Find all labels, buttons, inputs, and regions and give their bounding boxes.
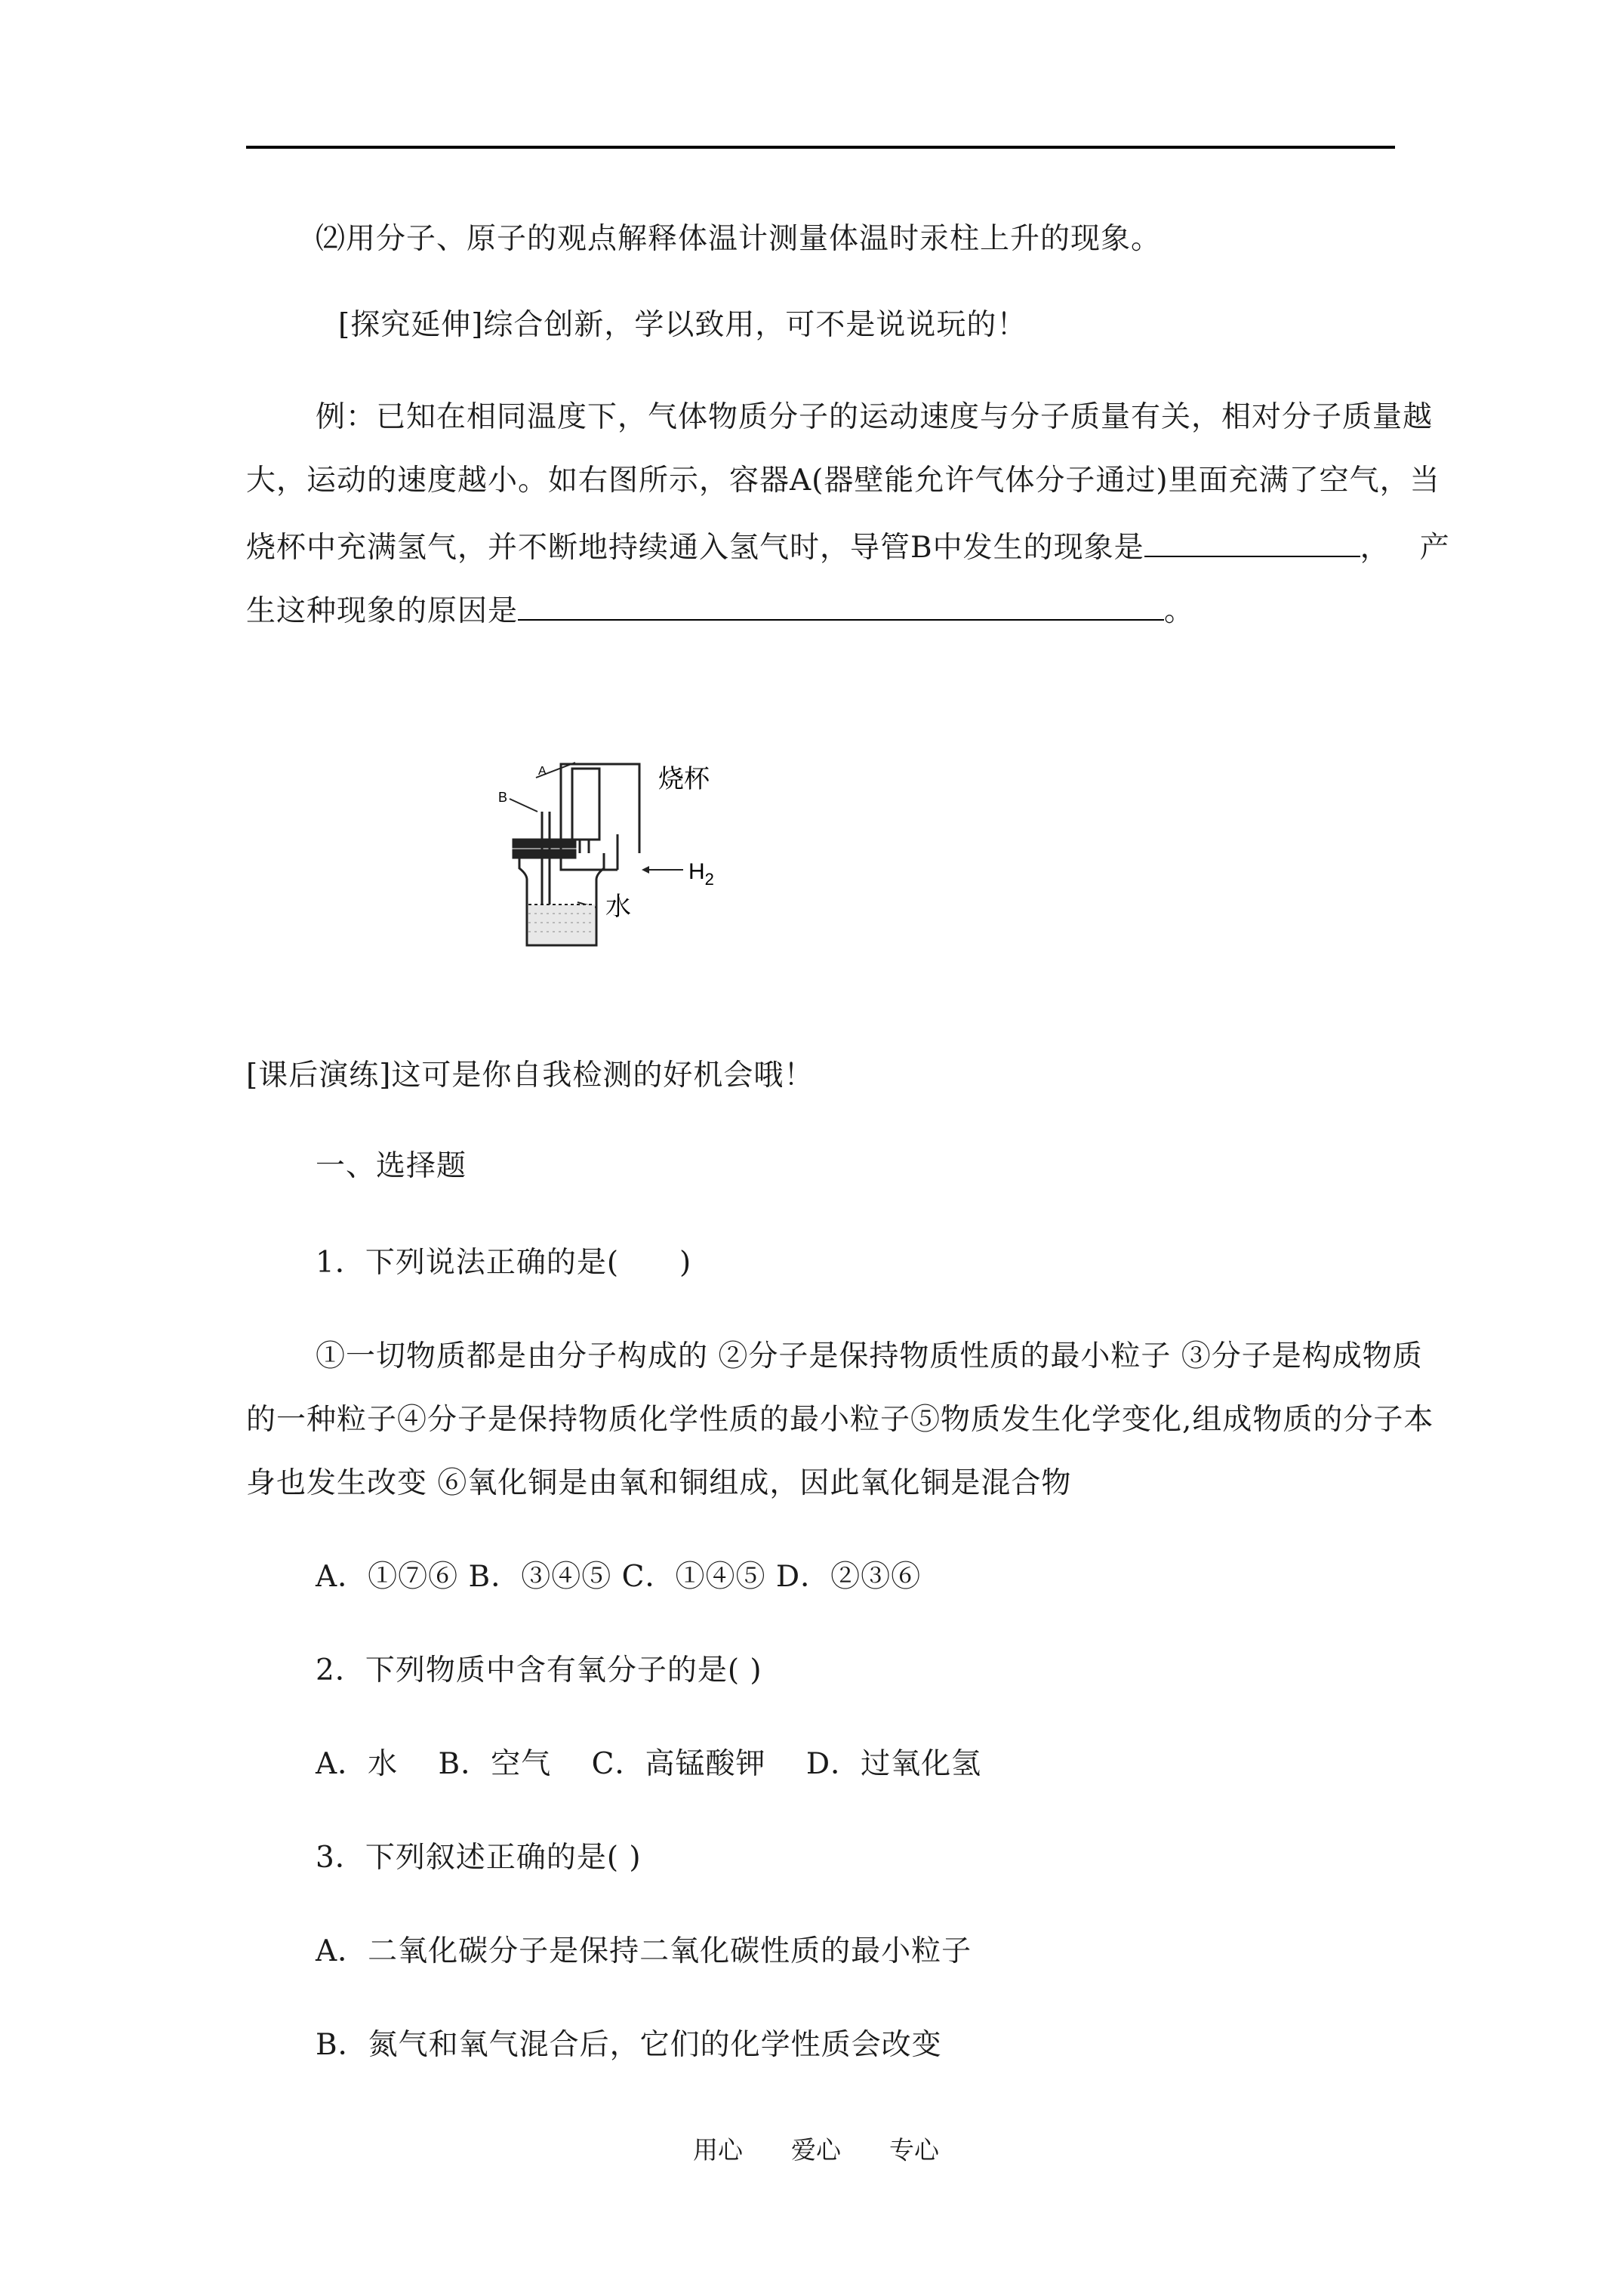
example-line-4-tail: 。	[1164, 594, 1195, 628]
example-line-2: 大，运动的速度越小。如右图所示，容器A(器壁能允许气体分子通过)里面充满了空气，当	[246, 464, 1440, 498]
stopper-bottom	[513, 850, 575, 858]
answer-blank-reason[interactable]	[518, 589, 1164, 621]
example-line-4-text: 生这种现象的原因是	[246, 594, 519, 628]
after-class-heading: [课后演练]这可是你自我检测的好机会哦！	[246, 1059, 815, 1093]
example-line-3	[246, 525, 1480, 567]
question-2-options: A．水 B．空气 C．高锰酸钾 D．过氧化氢	[316, 1747, 982, 1781]
h2-arrow-head	[642, 866, 649, 874]
question-part-2: ⑵用分子、原子的观点解释体温计测量体温时汞柱上升的现象。	[316, 222, 1162, 256]
leader-b	[510, 799, 537, 812]
question-1-options: A．①⑦⑥ B．③④⑤ C．①④⑤ D．②③⑥	[316, 1560, 922, 1594]
label-h2: $H_2$	[688, 859, 714, 889]
question-1-line-2: 的一种粒子④分子是保持物质化学性质的最小粒子⑤物质发生化学变化,组成物质的分子本	[246, 1403, 1434, 1437]
question-3-option-a: A．二氧化碳分子是保持二氧化碳性质的最小粒子	[316, 1934, 972, 1968]
header-rule	[246, 146, 1395, 149]
label-beaker: 烧杯	[658, 764, 710, 794]
example-line-4	[246, 589, 1194, 630]
footer-word-3: 专心	[889, 2135, 939, 2165]
stopper-top	[513, 840, 575, 847]
question-1-line-1: ①一切物质都是由分子构成的 ②分子是保持物质性质的最小粒子 ③分子是构成物质	[316, 1339, 1423, 1373]
question-3-stem: 3．下列叙述正确的是( )	[316, 1841, 642, 1875]
question-3-option-b: B．氮气和氧气混合后，它们的化学性质会改变	[316, 2028, 942, 2062]
explore-heading: [探究延伸]综合创新，学以致用，可不是说说玩的！	[338, 308, 1027, 342]
example-line-3-text: 烧杯中充满氢气，并不断地持续通入氢气时，导管B中发生的现象是	[246, 531, 1144, 565]
apparatus-figure	[483, 702, 778, 951]
footer-word-2: 爱心	[791, 2135, 841, 2165]
example-line-3-tail: ，产	[1360, 531, 1480, 565]
question-1-line-3: 身也发生改变 ⑥氧化铜是由氧和铜组成，因此氧化铜是混合物	[246, 1466, 1072, 1500]
label-a: A	[538, 765, 547, 778]
water-fill	[528, 905, 595, 944]
footer-word-1: 用心	[693, 2135, 743, 2165]
label-water: 水	[605, 892, 631, 922]
section-heading-choice: 一、选择题	[316, 1149, 467, 1183]
example-line-1: 例：已知在相同温度下，气体物质分子的运动速度与分子质量有关，相对分子质量越	[316, 400, 1434, 434]
answer-blank-phenomenon[interactable]	[1144, 525, 1360, 557]
label-b: B	[498, 790, 508, 805]
apparatus-diagram	[483, 702, 778, 951]
connector-tube	[580, 840, 589, 853]
question-1-stem: 1．下列说法正确的是( )	[316, 1246, 692, 1280]
container-a	[572, 769, 599, 840]
question-2-stem: 2．下列物质中含有氧分子的是( )	[316, 1653, 762, 1687]
